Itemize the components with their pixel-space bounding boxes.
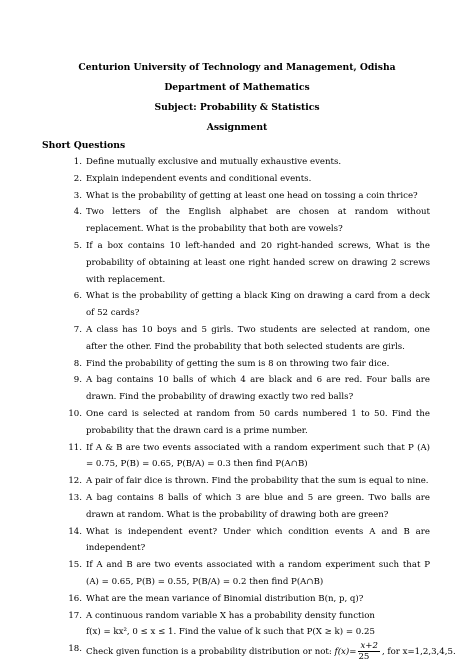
question-text bbox=[86, 608, 430, 642]
question-text: Find the probability of getting the sum is 8 on throwing two fair dice. bbox=[86, 358, 390, 369]
question-text: One card is selected at random from 50 cards numbered 1 to 50. Find the probability that the drawn card is a prime number. bbox=[86, 408, 430, 436]
question-item bbox=[0, 171, 474, 188]
function-label: f(x)= bbox=[334, 647, 357, 658]
question-text: What is the probability of getting at least one head on tossing a coin thrice? bbox=[86, 190, 418, 201]
question-item bbox=[0, 322, 474, 356]
question-text: A bag contains 10 balls of which 4 are black and 6 are red. Four balls are drawn. Find the probability of drawing exactly two red balls? bbox=[86, 375, 430, 403]
question-item bbox=[0, 608, 474, 642]
question-item bbox=[0, 641, 474, 662]
question-text bbox=[86, 641, 456, 662]
question-item bbox=[0, 288, 474, 322]
question-item bbox=[0, 557, 474, 591]
question-text: A pair of fair dice is thrown. Find the probability that the sum is equal to nine. bbox=[86, 476, 429, 487]
question-text: Explain independent events and conditional events. bbox=[86, 173, 312, 184]
question-number: 9. bbox=[73, 375, 82, 386]
question-text: A class has 10 boys and 5 girls. Two students are selected at random, one after the other. Find the probability that both selected students are girls. bbox=[86, 324, 430, 352]
question-item bbox=[0, 490, 474, 524]
fraction-denominator: 25 bbox=[358, 652, 370, 662]
question-number: 8. bbox=[73, 358, 82, 369]
question-text: What is the probability of getting a black King on drawing a card from a deck of 52 cards? bbox=[86, 291, 430, 319]
question-text: What is independent event? Under which condition events A and B are independent? bbox=[86, 526, 430, 554]
density-formula: f(x) = kx², 0 ≤ x ≤ 1. Find the value of k such that P(X ≥ k) = 0.25 bbox=[86, 627, 375, 638]
university-name: Centurion University of Technology and Management, Odisha bbox=[78, 62, 396, 73]
question-item bbox=[0, 356, 474, 373]
question-item bbox=[0, 372, 474, 406]
question-number: 4. bbox=[73, 207, 82, 218]
question-text: What are the mean variance of Binomial distribution B(n, p, q)? bbox=[86, 593, 364, 604]
function-domain: , for x=1,2,3,4,5. bbox=[381, 647, 456, 658]
question-number: 5. bbox=[73, 240, 82, 251]
question-number: 10. bbox=[68, 408, 82, 419]
question-item bbox=[0, 591, 474, 608]
question-text: Two letters of the English alphabet are chosen at random without replacement. What is the probability that both are vowels? bbox=[86, 207, 430, 235]
question-list bbox=[0, 154, 474, 662]
question-text: If A and B are two events associated with a random experiment such that P (A) = 0.65, P(B) = 0.55, P(B/A) = 0.2 then find P(A∩B) bbox=[86, 560, 430, 587]
question-number: 14. bbox=[68, 526, 82, 537]
question-item bbox=[0, 524, 474, 558]
question-number: 3. bbox=[73, 190, 82, 201]
fraction-numerator: x+2 bbox=[360, 641, 378, 652]
question-text: Define mutually exclusive and mutually exhaustive events. bbox=[86, 157, 342, 167]
question-number: 2. bbox=[73, 173, 82, 184]
question-item bbox=[0, 204, 474, 238]
question-text: If A & B are two events associated with a random experiment such that P (A) = 0.75, P(B) = 0.65, P(B/A) = 0.3 then find P(A∩B) bbox=[86, 442, 430, 470]
section-heading: Short Questions bbox=[42, 140, 126, 151]
question-text-line: Check given function is a probability distribution or not: bbox=[86, 647, 332, 658]
subject-title: Subject: Probability & Statistics bbox=[154, 102, 320, 113]
question-item bbox=[0, 440, 474, 474]
question-number: 1. bbox=[73, 157, 82, 167]
question-number: 17. bbox=[68, 610, 82, 621]
question-number: 7. bbox=[73, 324, 82, 335]
question-number: 18. bbox=[68, 644, 82, 655]
question-item bbox=[0, 473, 474, 490]
question-text: If a box contains 10 left-handed and 20 right-handed screws, What is the probability of obtaining at least one right handed screw on drawing 2 screws with replacement. bbox=[86, 240, 430, 285]
fraction bbox=[358, 641, 380, 662]
question-number: 16. bbox=[68, 593, 82, 604]
department-name: Department of Mathematics bbox=[164, 82, 310, 93]
question-text: A bag contains 8 balls of which 3 are blue and 5 are green. Two balls are drawn at random. What is the probability of drawing both are green? bbox=[86, 492, 430, 520]
question-text-line: A continuous random variable X has a probability density function bbox=[86, 610, 375, 621]
assignment-title: Assignment bbox=[206, 122, 268, 133]
question-number: 13. bbox=[68, 492, 82, 503]
question-item bbox=[0, 188, 474, 205]
question-number: 15. bbox=[68, 560, 82, 571]
question-number: 11. bbox=[68, 442, 82, 453]
question-item bbox=[0, 238, 474, 288]
question-number: 12. bbox=[68, 476, 82, 487]
question-number: 6. bbox=[73, 291, 82, 302]
question-item bbox=[0, 154, 474, 171]
question-item bbox=[0, 406, 474, 440]
